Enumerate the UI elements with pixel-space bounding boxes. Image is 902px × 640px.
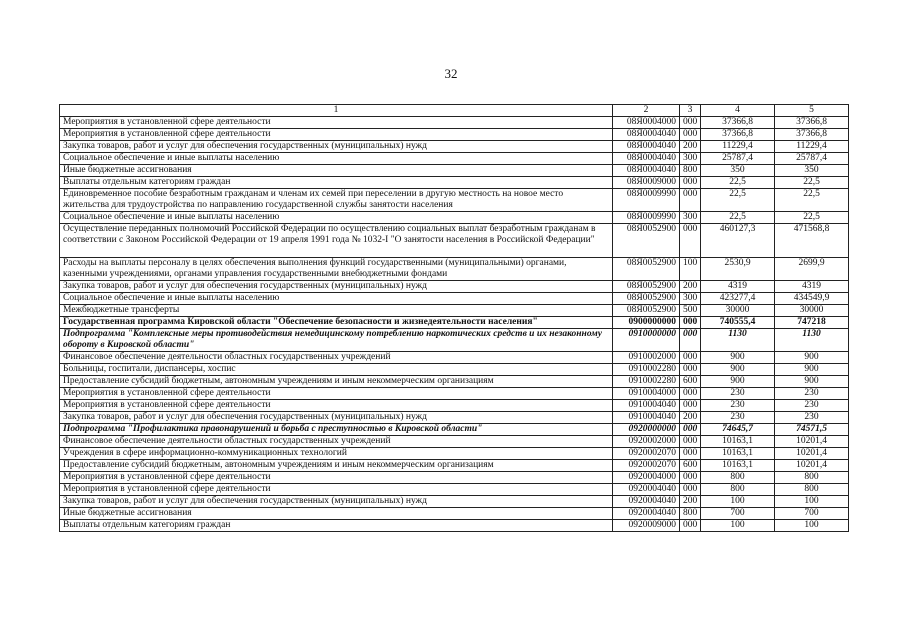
row-type-cell: 000	[680, 329, 701, 352]
header-cell: 4	[701, 105, 775, 117]
row-type-cell: 000	[680, 472, 701, 484]
row-value-2024-cell: 900	[701, 364, 775, 376]
table-row	[60, 165, 849, 177]
table-row	[60, 376, 849, 388]
row-value-2024-cell: 740555,4	[701, 317, 775, 329]
row-code-cell: 0910004040	[613, 400, 680, 412]
row-name-cell: Предоставление субсидий бюджетным, автономным учреждениям и иным некоммерческим организациям	[60, 376, 613, 388]
row-value-2025-cell: 100	[775, 496, 849, 508]
row-value-2025-cell: 471568,8	[775, 224, 849, 258]
row-value-2025-cell: 230	[775, 388, 849, 400]
row-code-cell: 0920002000	[613, 436, 680, 448]
row-code-cell: 08Я0009990	[613, 212, 680, 224]
row-type-cell: 800	[680, 508, 701, 520]
row-value-2025-cell: 1130	[775, 329, 849, 352]
row-code-cell: 08Я0009000	[613, 177, 680, 189]
table-header-row	[60, 105, 849, 117]
row-code-cell: 08Я0004040	[613, 141, 680, 153]
row-value-2024-cell: 460127,3	[701, 224, 775, 258]
row-value-2024-cell: 230	[701, 412, 775, 424]
row-code-cell: 0910002280	[613, 376, 680, 388]
header-cell: 2	[613, 105, 680, 117]
row-name-cell: Осуществление переданных полномочий Российской Федерации по осуществлению социальных выплат безработным гражданам в соответствии с Законом Российской Федерации от 19 апреля 1991 года № 1032-I "О занятости населения в Российской Федерации"	[60, 224, 613, 258]
row-value-2025-cell: 350	[775, 165, 849, 177]
row-code-cell: 0920002070	[613, 448, 680, 460]
row-value-2025-cell: 74571,5	[775, 424, 849, 436]
row-value-2025-cell: 230	[775, 400, 849, 412]
header-cell: 5	[775, 105, 849, 117]
row-type-cell: 000	[680, 484, 701, 496]
page-number: 32	[444, 66, 458, 81]
row-type-cell: 000	[680, 424, 701, 436]
row-type-cell: 200	[680, 141, 701, 153]
table-row	[60, 448, 849, 460]
row-type-cell: 200	[680, 412, 701, 424]
row-type-cell: 300	[680, 293, 701, 305]
row-value-2024-cell: 30000	[701, 305, 775, 317]
row-name-cell: Мероприятия в установленной сфере деятельности	[60, 484, 613, 496]
row-type-cell: 000	[680, 177, 701, 189]
row-type-cell: 600	[680, 376, 701, 388]
row-value-2024-cell: 1130	[701, 329, 775, 352]
row-code-cell: 0910002000	[613, 352, 680, 364]
row-value-2025-cell: 10201,4	[775, 460, 849, 472]
row-value-2024-cell: 2530,9	[701, 258, 775, 281]
row-name-cell: Подпрограмма "Комплексные меры противодействия немедицинскому потреблению наркотических средств и их незаконному обороту в Кировской области"	[60, 329, 613, 352]
row-code-cell: 08Я0052900	[613, 281, 680, 293]
table-row	[60, 281, 849, 293]
row-name-cell: Мероприятия в установленной сфере деятельности	[60, 117, 613, 129]
row-name-cell: Мероприятия в установленной сфере деятельности	[60, 388, 613, 400]
row-name-cell: Финансовое обеспечение деятельности областных государственных учреждений	[60, 436, 613, 448]
row-name-cell: Выплаты отдельным категориям граждан	[60, 177, 613, 189]
row-code-cell: 0910004040	[613, 412, 680, 424]
row-value-2025-cell: 22,5	[775, 189, 849, 212]
row-name-cell: Финансовое обеспечение деятельности областных государственных учреждений	[60, 352, 613, 364]
table-row	[60, 189, 849, 212]
row-code-cell: 0920004000	[613, 472, 680, 484]
row-code-cell: 08Я0004040	[613, 153, 680, 165]
row-name-cell: Социальное обеспечение и иные выплаты населению	[60, 293, 613, 305]
row-value-2024-cell: 25787,4	[701, 153, 775, 165]
table-row	[60, 153, 849, 165]
table-row	[60, 352, 849, 364]
row-name-cell: Закупка товаров, работ и услуг для обеспечения государственных (муниципальных) нужд	[60, 281, 613, 293]
row-type-cell: 300	[680, 153, 701, 165]
table-row	[60, 293, 849, 305]
table-row	[60, 424, 849, 436]
row-type-cell: 000	[680, 448, 701, 460]
row-type-cell: 200	[680, 281, 701, 293]
row-value-2024-cell: 350	[701, 165, 775, 177]
table-row	[60, 141, 849, 153]
table-row	[60, 129, 849, 141]
row-name-cell: Иные бюджетные ассигнования	[60, 508, 613, 520]
row-code-cell: 0910002280	[613, 364, 680, 376]
row-name-cell: Учреждения в сфере информационно-коммуникационных технологий	[60, 448, 613, 460]
row-value-2024-cell: 700	[701, 508, 775, 520]
row-code-cell: 08Я0052900	[613, 305, 680, 317]
row-name-cell: Закупка товаров, работ и услуг для обеспечения государственных (муниципальных) нужд	[60, 141, 613, 153]
row-type-cell: 000	[680, 317, 701, 329]
row-value-2024-cell: 800	[701, 484, 775, 496]
table-row	[60, 520, 849, 532]
header-cell: 3	[680, 105, 701, 117]
row-value-2025-cell: 25787,4	[775, 153, 849, 165]
table-row	[60, 496, 849, 508]
row-value-2025-cell: 2699,9	[775, 258, 849, 281]
row-value-2025-cell: 30000	[775, 305, 849, 317]
row-code-cell: 0920004040	[613, 496, 680, 508]
row-value-2024-cell: 100	[701, 496, 775, 508]
row-code-cell: 08Я0004000	[613, 117, 680, 129]
table-row	[60, 388, 849, 400]
table-row	[60, 508, 849, 520]
budget-table-body	[60, 105, 849, 532]
row-value-2024-cell: 423277,4	[701, 293, 775, 305]
row-value-2025-cell: 747218	[775, 317, 849, 329]
row-value-2024-cell: 100	[701, 520, 775, 532]
header-cell: 1	[60, 105, 613, 117]
row-name-cell: Мероприятия в установленной сфере деятельности	[60, 129, 613, 141]
row-value-2024-cell: 800	[701, 472, 775, 484]
row-value-2024-cell: 10163,1	[701, 460, 775, 472]
row-value-2024-cell: 22,5	[701, 189, 775, 212]
table-row	[60, 258, 849, 281]
row-value-2024-cell: 22,5	[701, 212, 775, 224]
row-type-cell: 000	[680, 364, 701, 376]
row-code-cell: 08Я0009990	[613, 189, 680, 212]
row-value-2024-cell: 900	[701, 352, 775, 364]
table-row	[60, 472, 849, 484]
row-name-cell: Иные бюджетные ассигнования	[60, 165, 613, 177]
row-value-2025-cell: 4319	[775, 281, 849, 293]
table-row	[60, 329, 849, 352]
row-type-cell: 500	[680, 305, 701, 317]
table-row	[60, 436, 849, 448]
row-value-2024-cell: 22,5	[701, 177, 775, 189]
row-name-cell: Предоставление субсидий бюджетным, автономным учреждениям и иным некоммерческим организациям	[60, 460, 613, 472]
row-value-2025-cell: 230	[775, 412, 849, 424]
table-row	[60, 484, 849, 496]
row-value-2024-cell: 10163,1	[701, 448, 775, 460]
row-name-cell: Государственная программа Кировской области "Обеспечение безопасности и жизнедеятельности населения"	[60, 317, 613, 329]
row-type-cell: 000	[680, 189, 701, 212]
budget-table	[59, 104, 849, 532]
row-code-cell: 0920004040	[613, 508, 680, 520]
row-value-2025-cell: 10201,4	[775, 448, 849, 460]
table-row	[60, 400, 849, 412]
row-name-cell: Подпрограмма "Профилактика правонарушений и борьба с преступностью в Кировской области"	[60, 424, 613, 436]
table-row	[60, 212, 849, 224]
table-row	[60, 305, 849, 317]
row-name-cell: Межбюджетные трансферты	[60, 305, 613, 317]
row-value-2025-cell: 434549,9	[775, 293, 849, 305]
row-type-cell: 600	[680, 460, 701, 472]
row-code-cell: 08Я0004040	[613, 129, 680, 141]
row-value-2025-cell: 100	[775, 520, 849, 532]
table-row	[60, 177, 849, 189]
row-type-cell: 000	[680, 224, 701, 258]
row-code-cell: 0910000000	[613, 329, 680, 352]
table-row	[60, 364, 849, 376]
row-type-cell: 000	[680, 520, 701, 532]
row-code-cell: 08Я0052900	[613, 258, 680, 281]
row-value-2025-cell: 800	[775, 484, 849, 496]
row-name-cell: Больницы, госпитали, диспансеры, хоспис	[60, 364, 613, 376]
row-type-cell: 800	[680, 165, 701, 177]
row-name-cell: Единовременное пособие безработным гражданам и членам их семей при переселении в другую местность на новое место жительства для трудоустройства по направлению государственной службы занятости населения	[60, 189, 613, 212]
row-type-cell: 300	[680, 212, 701, 224]
row-code-cell: 0920004040	[613, 484, 680, 496]
table-row	[60, 224, 849, 258]
table-row	[60, 460, 849, 472]
table-row	[60, 117, 849, 129]
table-row	[60, 412, 849, 424]
row-value-2024-cell: 37366,8	[701, 117, 775, 129]
row-type-cell: 000	[680, 352, 701, 364]
row-name-cell: Расходы на выплаты персоналу в целях обеспечения выполнения функций государственными (муниципальными) органами, казенными учреждениями, органами управления государственными внебюджетными фондами	[60, 258, 613, 281]
row-name-cell: Закупка товаров, работ и услуг для обеспечения государственных (муниципальных) нужд	[60, 412, 613, 424]
row-value-2025-cell: 900	[775, 376, 849, 388]
row-value-2025-cell: 11229,4	[775, 141, 849, 153]
row-value-2024-cell: 74645,7	[701, 424, 775, 436]
row-type-cell: 000	[680, 129, 701, 141]
row-code-cell: 0920000000	[613, 424, 680, 436]
row-type-cell: 000	[680, 388, 701, 400]
row-type-cell: 100	[680, 258, 701, 281]
row-value-2025-cell: 37366,8	[775, 117, 849, 129]
row-value-2025-cell: 900	[775, 352, 849, 364]
row-value-2025-cell: 37366,8	[775, 129, 849, 141]
row-name-cell: Закупка товаров, работ и услуг для обеспечения государственных (муниципальных) нужд	[60, 496, 613, 508]
row-value-2024-cell: 11229,4	[701, 141, 775, 153]
row-name-cell: Социальное обеспечение и иные выплаты населению	[60, 212, 613, 224]
row-value-2024-cell: 4319	[701, 281, 775, 293]
row-code-cell: 0920009000	[613, 520, 680, 532]
row-code-cell: 0900000000	[613, 317, 680, 329]
row-type-cell: 000	[680, 117, 701, 129]
row-code-cell: 08Я0004040	[613, 165, 680, 177]
row-code-cell: 08Я0052900	[613, 293, 680, 305]
table-row	[60, 317, 849, 329]
row-name-cell: Выплаты отдельным категориям граждан	[60, 520, 613, 532]
row-value-2025-cell: 10201,4	[775, 436, 849, 448]
row-value-2024-cell: 10163,1	[701, 436, 775, 448]
row-name-cell: Мероприятия в установленной сфере деятельности	[60, 472, 613, 484]
row-code-cell: 0920002070	[613, 460, 680, 472]
row-type-cell: 200	[680, 496, 701, 508]
row-code-cell: 0910004000	[613, 388, 680, 400]
row-name-cell: Мероприятия в установленной сфере деятельности	[60, 400, 613, 412]
row-value-2024-cell: 37366,8	[701, 129, 775, 141]
row-value-2025-cell: 22,5	[775, 212, 849, 224]
row-name-cell: Социальное обеспечение и иные выплаты населению	[60, 153, 613, 165]
row-value-2025-cell: 800	[775, 472, 849, 484]
row-type-cell: 000	[680, 436, 701, 448]
row-value-2024-cell: 230	[701, 388, 775, 400]
row-value-2024-cell: 900	[701, 376, 775, 388]
row-value-2024-cell: 230	[701, 400, 775, 412]
row-value-2025-cell: 22,5	[775, 177, 849, 189]
row-value-2025-cell: 700	[775, 508, 849, 520]
row-value-2025-cell: 900	[775, 364, 849, 376]
row-code-cell: 08Я0052900	[613, 224, 680, 258]
row-type-cell: 000	[680, 400, 701, 412]
